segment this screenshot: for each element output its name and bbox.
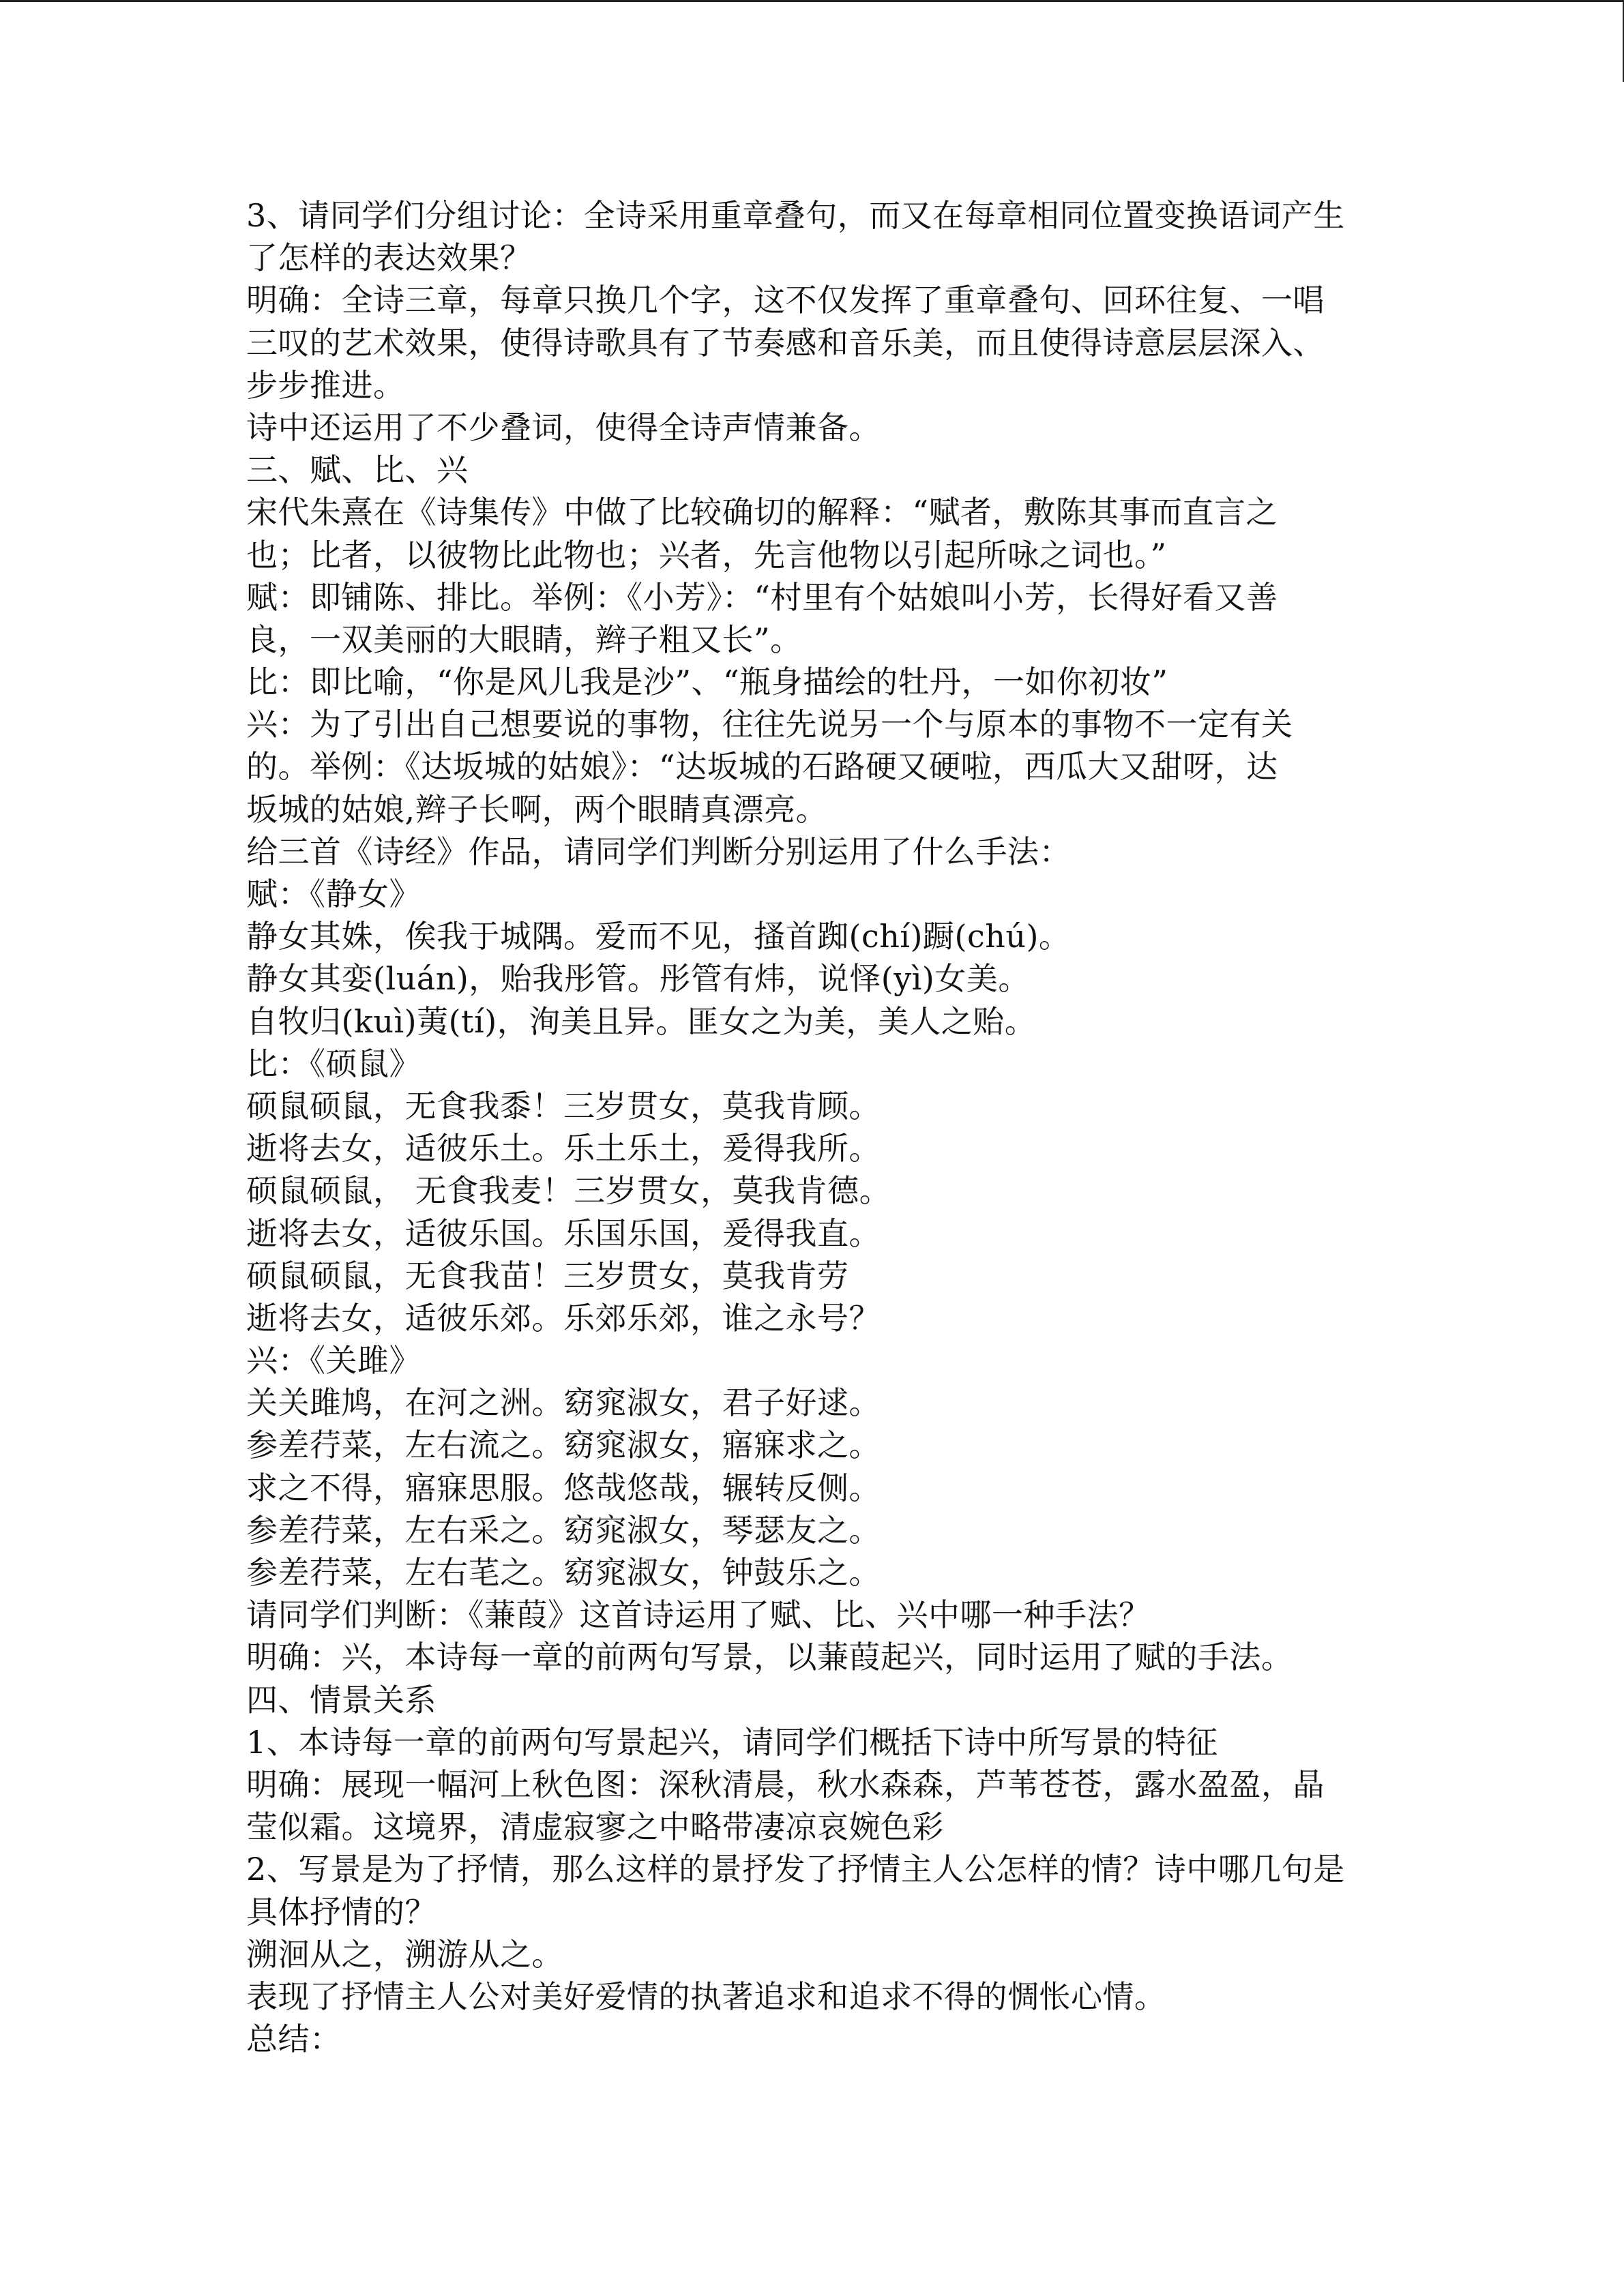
text-line: 关关雎鸠，在河之洲。窈窕淑女，君子好逑。 xyxy=(246,1384,881,1422)
text-line: 逝将去女，适彼乐郊。乐郊乐郊，谁之永号？ xyxy=(246,1299,881,1337)
text-line: 1、本诗每一章的前两句写景起兴，请同学们概括下诗中所写景的特征 xyxy=(246,1723,1218,1761)
text-line: 赋：《静女》 xyxy=(246,876,421,912)
text-line: 溯洄从之，溯游从之。 xyxy=(246,1935,563,1973)
text-line: 三、赋、比、兴 xyxy=(246,451,469,489)
text-line: 硕鼠硕鼠，无食我苗！三岁贯女，莫我肯劳 xyxy=(246,1257,849,1294)
text-line: 宋代朱熹在《诗集传》中做了比较确切的解释：“赋者，敷陈其事而直言之 xyxy=(246,494,1278,531)
text-line: 四、情景关系 xyxy=(246,1681,437,1718)
text-line: 明确：展现一幅河上秋色图：深秋清晨，秋水森森，芦苇苍苍，露水盈盈，晶 xyxy=(246,1765,1325,1803)
text-line: 明确：全诗三章，每章只换几个字，这不仅发挥了重章叠句、回环往复、一唱 xyxy=(246,282,1325,319)
text-line: 具体抒情的？ xyxy=(246,1893,437,1930)
text-line: 参差荇菜，左右芼之。窈窕淑女，钟鼓乐之。 xyxy=(246,1554,881,1591)
text-line: 2、写景是为了抒情，那么这样的景抒发了抒情主人公怎样的情？诗中哪几句是 xyxy=(246,1851,1345,1888)
document-body xyxy=(246,194,1392,2060)
text-line: 赋：即铺陈、排比。举例：《小芳》：“村里有个姑娘叫小芳，长得好看又善 xyxy=(246,578,1278,616)
text-line: 了怎样的表达效果？ xyxy=(246,239,532,277)
text-line: 逝将去女，适彼乐土。乐土乐土，爰得我所。 xyxy=(246,1130,881,1167)
text-line: 求之不得，寤寐思服。悠哉悠哉，辗转反侧。 xyxy=(246,1469,881,1506)
text-line: 明确：兴，本诗每一章的前两句写景，以蒹葭起兴，同时运用了赋的手法。 xyxy=(246,1639,1293,1676)
text-line: 比：即比喻，“你是风儿我是沙”、“瓶身描绘的牡丹，一如你初妆” xyxy=(246,664,1168,701)
text-line: 自牧归(kuì)荑(tí)，洵美且异。匪女之为美，美人之贻。 xyxy=(246,1002,1037,1040)
text-line: 莹似霜。这境界，清虚寂寥之中略带凄凉哀婉色彩 xyxy=(246,1808,944,1846)
text-line: 给三首《诗经》作品，请同学们判断分别运用了什么手法： xyxy=(246,833,1071,870)
text-line: 诗中还运用了不少叠词，使得全诗声情兼备。 xyxy=(246,408,881,446)
text-line: 参差荇菜，左右流之。窈窕淑女，寤寐求之。 xyxy=(246,1427,881,1464)
text-line: 良，一双美丽的大眼睛，辫子粗又长”。 xyxy=(246,621,802,658)
text-line: 参差荇菜，左右采之。窈窕淑女，琴瑟友之。 xyxy=(246,1511,881,1549)
text-line: 比：《硕鼠》 xyxy=(246,1045,421,1082)
text-line: 静女其姝，俟我于城隅。爱而不见，搔首踟(chí)蹰(chú)。 xyxy=(246,918,1071,955)
text-line: 兴：《关雎》 xyxy=(246,1342,421,1380)
text-line: 总结： xyxy=(246,2021,342,2058)
text-line: 静女其娈(luán)，贻我彤管。彤管有炜，说怿(yì)女美。 xyxy=(246,960,1030,998)
top-border-line xyxy=(0,0,1624,2)
text-line: 3、请同学们分组讨论：全诗采用重章叠句，而又在每章相同位置变换语词产生 xyxy=(246,197,1345,234)
text-line: 三叹的艺术效果，使得诗歌具有了节奏感和音乐美，而且使得诗意层层深入、 xyxy=(246,324,1325,361)
text-line: 硕鼠硕鼠， 无食我麦！三岁贯女，莫我肯德。 xyxy=(246,1172,891,1210)
text-line: 逝将去女，适彼乐国。乐国乐国，爰得我直。 xyxy=(246,1214,881,1252)
text-line: 的。举例：《达坂城的姑娘》：“达坂城的石路硬又硬啦，西瓜大又甜呀，达 xyxy=(246,748,1278,786)
text-line: 兴：为了引出自己想要说的事物，往往先说另一个与原本的事物不一定有关 xyxy=(246,706,1293,743)
text-line: 坂城的姑娘,辫子长啊，两个眼睛真漂亮。 xyxy=(246,790,828,828)
text-line: 硕鼠硕鼠，无食我黍！三岁贯女，莫我肯顾。 xyxy=(246,1087,881,1124)
text-line: 也；比者，以彼物比此物也；兴者，先言他物以引起所咏之词也。” xyxy=(246,536,1167,573)
text-line: 表现了抒情主人公对美好爱情的执著追求和追求不得的惆怅心情。 xyxy=(246,1978,1166,2015)
text-line: 步步推进。 xyxy=(246,366,405,404)
text-line: 请同学们判断：《蒹葭》这首诗运用了赋、比、兴中哪一种手法？ xyxy=(246,1596,1151,1634)
